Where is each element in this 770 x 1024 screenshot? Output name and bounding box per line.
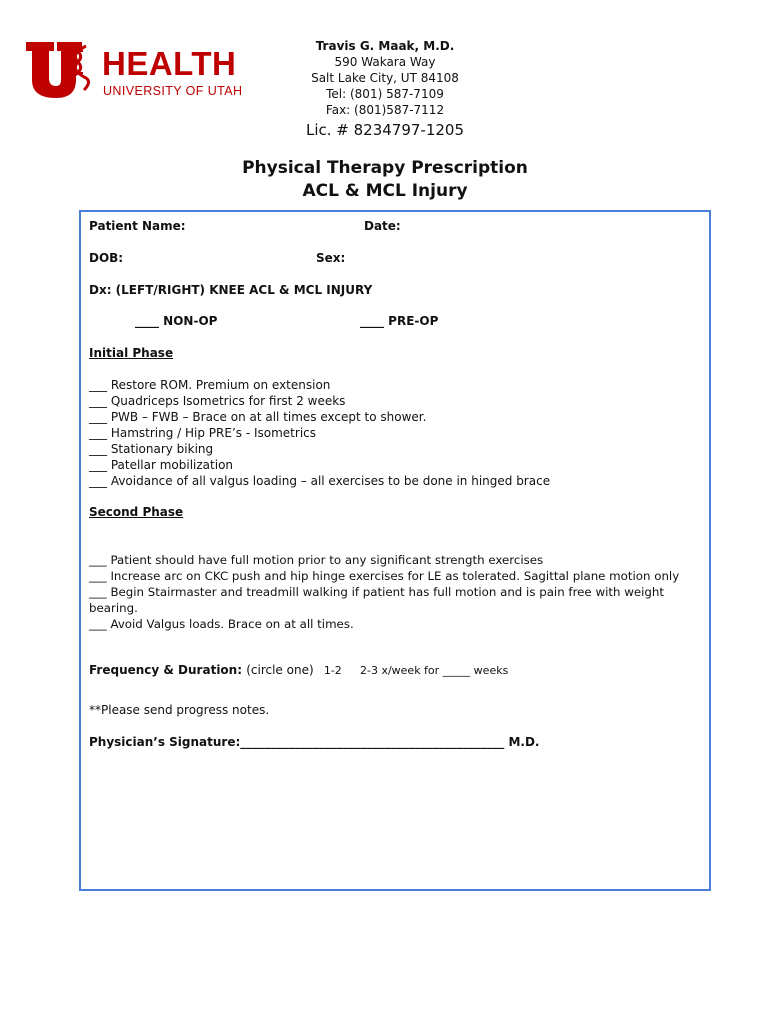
- list-item: ___ Hamstring / Hip PRE’s - Isometrics: [89, 426, 316, 440]
- physician-address-line2: Salt Lake City, UT 84108: [311, 71, 459, 85]
- physician-signature-line: Physician’s Signature:____________________________________________ M.D.: [89, 735, 540, 749]
- logo-health-text: HEALTH: [102, 45, 237, 82]
- prescription-form-box: [79, 210, 711, 891]
- list-item: ___ PWB – FWB – Brace on at all times except to shower.: [89, 410, 427, 424]
- university-of-utah-health-logo: [26, 42, 256, 100]
- physician-name: Travis G. Maak, M.D.: [315, 39, 455, 53]
- list-item: ___ Quadriceps Isometrics for first 2 weeks: [89, 394, 346, 408]
- list-item: ___ Restore ROM. Premium on extension: [89, 378, 331, 392]
- pre-op-option: ____ PRE-OP: [360, 314, 439, 328]
- list-item: ___ Patellar mobilization: [89, 458, 234, 472]
- list-item: ___ Avoid Valgus loads. Brace on at all times.: [89, 617, 354, 631]
- physician-header: [300, 38, 470, 140]
- document-title: [200, 157, 570, 203]
- physician-fax: Fax: (801)587-7112: [325, 103, 445, 117]
- title-line1: Physical Therapy Prescription: [242, 158, 528, 178]
- date-label: Date:: [364, 219, 401, 233]
- patient-name-label: Patient Name:: [89, 219, 186, 233]
- physician-tel: Tel: (801) 587-7109: [326, 87, 444, 101]
- frequency-option-1-2: 1-2: [323, 664, 342, 677]
- second-phase-list: [89, 552, 704, 632]
- list-item: ___ Avoidance of all valgus loading – all exercises to be done in hinged brace: [89, 474, 551, 488]
- initial-phase-list: [89, 377, 704, 489]
- list-item: ___ Begin Stairmaster and treadmill walking if patient has full motion and is pain free with weight bearing.: [89, 585, 664, 615]
- physician-license: Lic. # 8234797-1205: [305, 121, 465, 139]
- physician-address-line1: 590 Wakara Way: [334, 55, 436, 69]
- initial-phase-heading: Initial Phase: [89, 346, 174, 360]
- frequency-label: Frequency & Duration:: [89, 663, 243, 677]
- dob-label: DOB:: [89, 251, 124, 265]
- u-health-logo-icon: [26, 42, 92, 98]
- frequency-option-2-3: 2-3 x/week for _____ weeks: [359, 664, 509, 677]
- list-item: ___ Stationary biking: [89, 442, 214, 456]
- title-line2: ACL & MCL Injury: [302, 181, 468, 201]
- sex-label: Sex:: [316, 251, 346, 265]
- frequency-hint: (circle one): [246, 663, 314, 677]
- progress-notes-request: **Please send progress notes.: [89, 703, 270, 717]
- list-item: ___ Patient should have full motion prior to any significant strength exercises: [89, 553, 544, 567]
- diagnosis-line: Dx: (LEFT/RIGHT) KNEE ACL & MCL INJURY: [89, 283, 373, 297]
- non-op-option: ____ NON-OP: [135, 314, 218, 328]
- list-item: ___ Increase arc on CKC push and hip hinge exercises for LE as tolerated. Sagittal plane motion only: [89, 569, 680, 583]
- frequency-duration-row: [89, 663, 508, 677]
- logo-university-text: UNIVERSITY OF UTAH: [103, 84, 243, 98]
- second-phase-heading: Second Phase: [89, 505, 184, 519]
